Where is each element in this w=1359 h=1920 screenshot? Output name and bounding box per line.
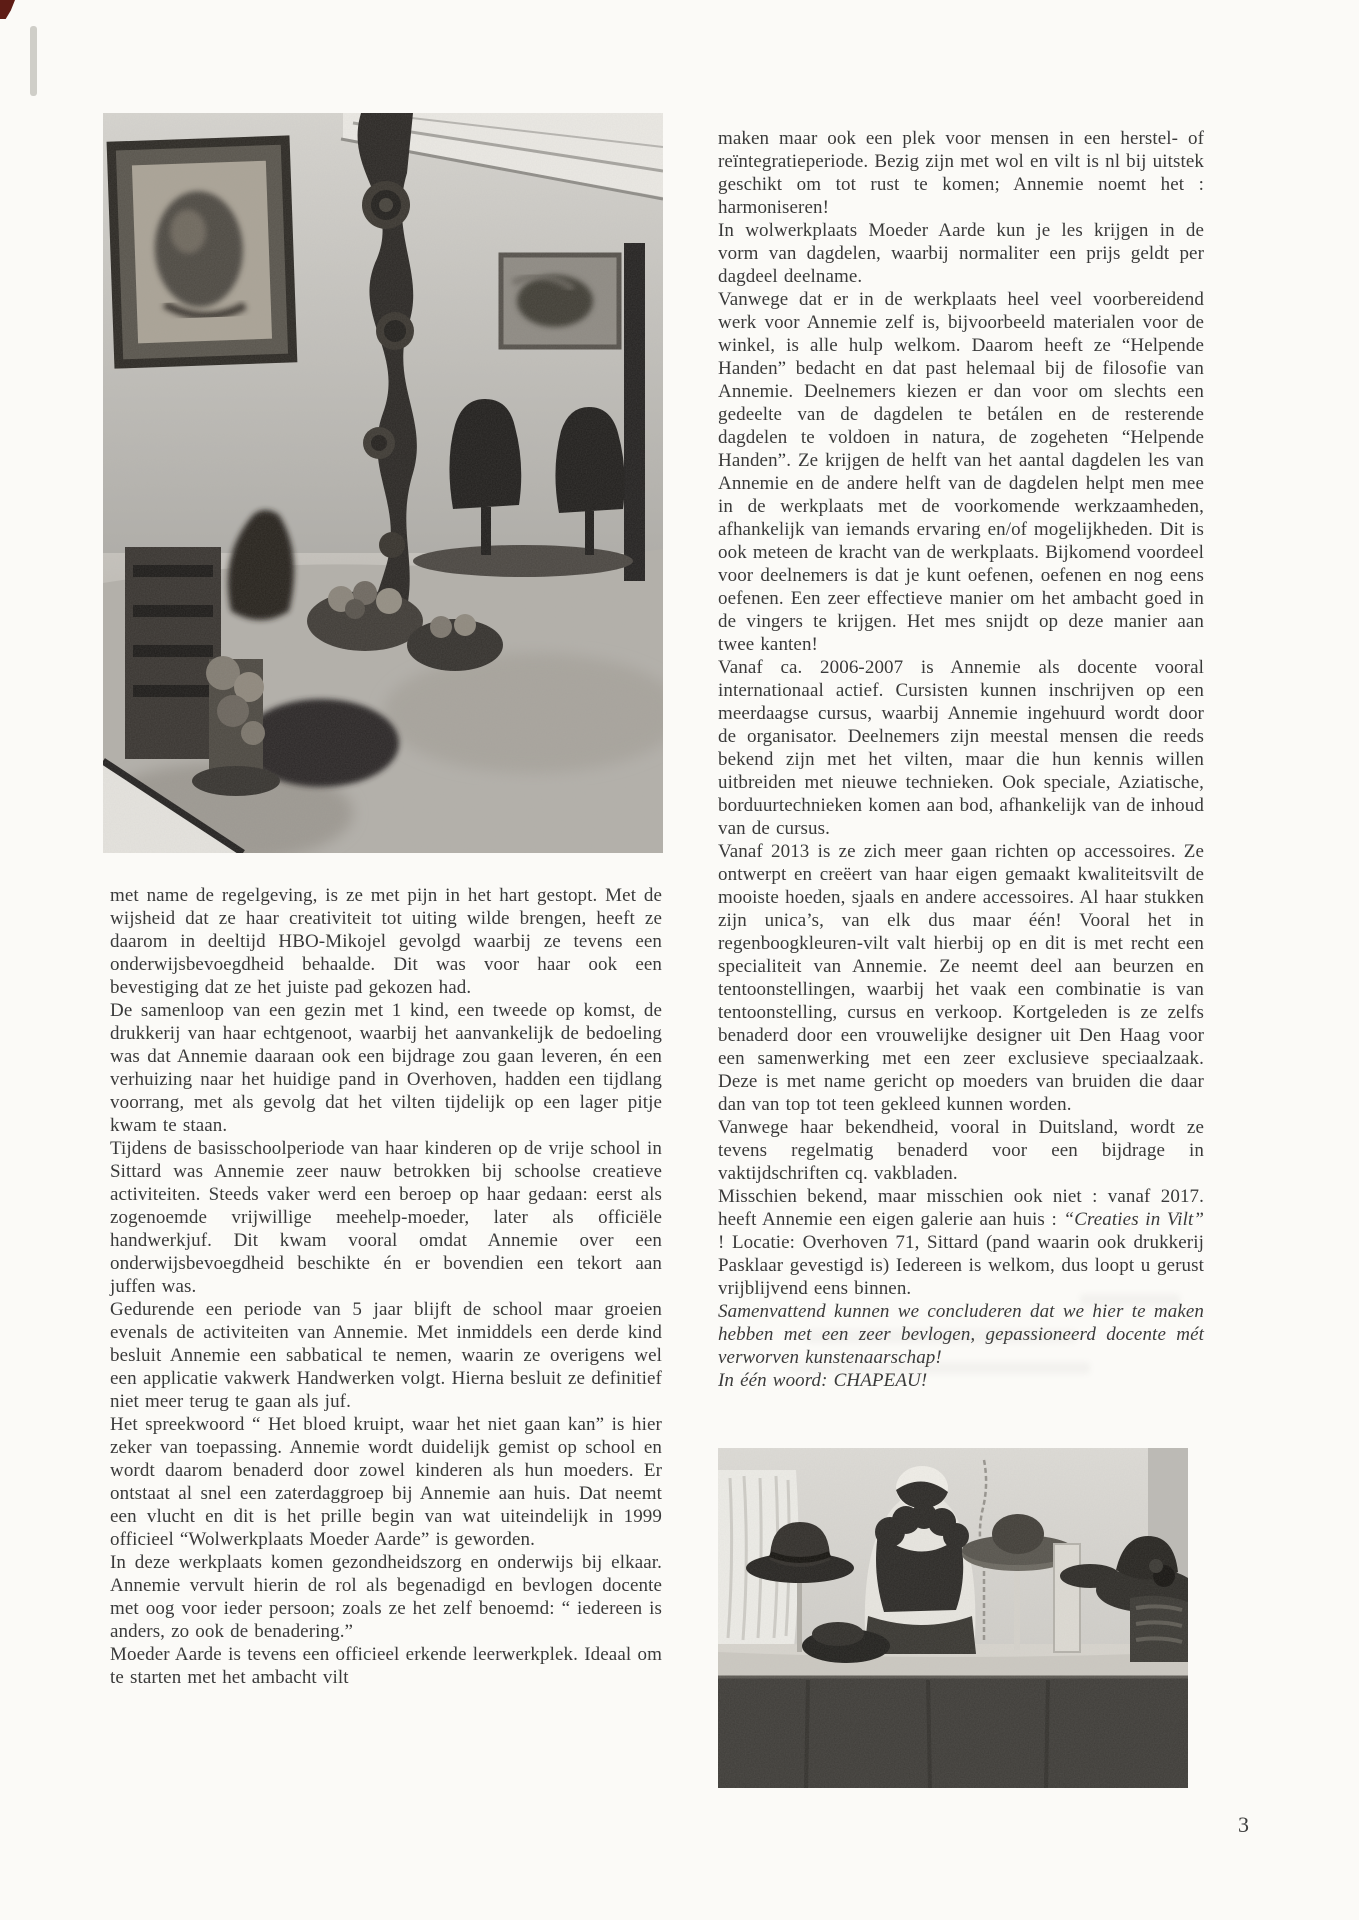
paragraph bbox=[110, 1551, 662, 1643]
page-number: 3 bbox=[1238, 1812, 1249, 1837]
text-segment: Vanwege dat er in de werkplaats heel veel voorbereidend werk voor Annemie zelf is, bijvoorbeeld materialen voor de winkel, is alle hulp welkom. Daarom heeft ze “Helpende Handen” bedacht en dat past helemaal bij de filosofie van Annemie. Deelnemers kiezen er dan voor om slechts een gedeelte van de dagdelen te betálen en de resterende dagdelen te voldoen in natura, de zogeheten “Helpende Handen”. Ze krijgen de helft van het aantal dagdelen les van Annemie en de andere helft van de dagdelen helpt men mee in de werkplaats met de voorkomende werkzaamheden, afhankelijk van iemands ervaring en/of mogelijkheden. Dit is ook meteen de kracht van de werkplaats. Bijkomend voordeel voor deelnemers is dat je kunt oefenen, oefenen en nog eens oefenen. Een zeer effectieve manier om het ambacht goed in de vingers te krijgen. Het mes snijdt op deze manier aan twee kanten! bbox=[718, 289, 1204, 655]
text-segment: Misschien bekend, maar misschien ook niet : vanaf 2017. heeft Annemie een eigen galerie aan huis : bbox=[718, 1186, 1204, 1230]
text-segment: Samenvattend kunnen we concluderen dat we hier te maken hebben met een zeer bevlogen, gepassioneerd docente mét verworven kunstenaarschap! bbox=[718, 1301, 1204, 1368]
right-column bbox=[718, 127, 1204, 1392]
scan-edge-artifact bbox=[30, 26, 37, 96]
text-segment: “Creaties in Vilt” bbox=[1063, 1209, 1205, 1230]
text-segment: Vanwege haar bekendheid, vooral in Duitsland, wordt ze tevens regelmatig benaderd voor een bijdrage in vaktijdschriften cq. vakbladen. bbox=[718, 1117, 1204, 1184]
text-segment: In één woord: CHAPEAU! bbox=[718, 1370, 928, 1391]
workshop-photo-illustration bbox=[103, 113, 663, 853]
paragraph bbox=[110, 999, 662, 1137]
text-segment: met name de regelgeving, is ze met pijn in het hart gestopt. Met de wijsheid dat ze haar creativiteit tot uiting wilde brengen, heeft ze daarom in deeltijd HBO-Mikojel gevolgd waarbij ze tevens een onderwijsbevoegdheid behaalde. Dit was voor haar ook een bevestiging dat ze het juiste pad gekozen had. bbox=[110, 885, 662, 998]
paragraph bbox=[718, 656, 1204, 840]
paragraph bbox=[110, 884, 662, 999]
paragraph bbox=[718, 840, 1204, 1116]
text-segment: Vanaf ca. 2006-2007 is Annemie als docente vooral internationaal actief. Cursisten kunnen inschrijven op een meerdaagse cursus, waarbij Annemie ingehuurd wordt door de organisator. Deelnemers zijn meestal mensen die reeds bekend zijn met het vilten, maar die hun kennis willen uitbreiden met nieuwe technieken. Ook speciale, Aziatische, borduurtechnieken komen aan bod, afhankelijk van de inhoud van de cursus. bbox=[718, 657, 1204, 839]
paragraph bbox=[110, 1298, 662, 1413]
paragraph bbox=[718, 1300, 1204, 1369]
paragraph bbox=[718, 127, 1204, 219]
paragraph bbox=[718, 219, 1204, 288]
hats-photo bbox=[718, 1448, 1188, 1788]
text-segment: maken maar ook een plek voor mensen in een herstel- of reïntegratieperiode. Bezig zijn met wol en vilt is nl bij uitstek geschikt om tot rust te komen; Annemie noemt het : harmoniseren! bbox=[718, 128, 1204, 218]
paragraph bbox=[718, 288, 1204, 656]
hats-photo-illustration bbox=[718, 1448, 1188, 1788]
text-segment: Het spreekwoord “ Het bloed kruipt, waar het niet gaan kan” is hier zeker van toepassing. Annemie wordt duidelijk gemist op school en wordt daarom benaderd door zowel kinderen als hun moeders. Er ontstaat al snel een zaterdaggroep bij Annemie aan huis. Dat neemt een vlucht en dit is het prille begin van wat uiteindelijk in 1999 officieel “Wolwerkplaats Moeder Aarde” is geworden. bbox=[110, 1414, 662, 1550]
text-segment: Tijdens de basisschoolperiode van haar kinderen op de vrije school in Sittard was Annemie zeer nauw betrokken bij schoolse creatieve activiteiten. Steeds vaker werd een beroep op haar gedaan: eerst als zogenoemde vrijwillige meehelp-moeder, later als officiële handwerkjuf. Dit kwam vooral omdat Annemie over een onderwijsbevoegdheid beschikte én er bovendien een tekort aan juffen was. bbox=[110, 1138, 662, 1297]
paragraph bbox=[110, 1413, 662, 1551]
paragraph bbox=[110, 1137, 662, 1298]
text-segment: In deze werkplaats komen gezondheidszorg en onderwijs bij elkaar. Annemie vervult hierin de rol als begenadigd en bevlogen docente met oog voor ieder persoon; zoals ze het zelf benoemd: “ iedereen is anders, zo ook de benadering.” bbox=[110, 1552, 662, 1642]
paragraph bbox=[110, 1643, 662, 1689]
text-segment: Gedurende een periode van 5 jaar blijft de school maar groeien evenals de activiteiten van Annemie. Met inmiddels een derde kind besluit Annemie een sabbatical te nemen, waarin ze overigens wel een applicatie vakwerk Handwerken volgt. Hierna besluit ze definitief niet meer terug te gaan als juf. bbox=[110, 1299, 662, 1412]
text-segment: In wolwerkplaats Moeder Aarde kun je les krijgen in de vorm van dagdelen, waarbij normaliter een prijs geldt per dagdeel deelname. bbox=[718, 220, 1204, 287]
scan-corner-artifact bbox=[0, 0, 15, 19]
paragraph bbox=[718, 1116, 1204, 1185]
text-segment: De samenloop van een gezin met 1 kind, een tweede op komst, de drukkerij van haar echtgenoot, waarbij het aanvankelijk de bedoeling was dat Annemie daaraan ook een bijdrage zou gaan leveren, én een verhuizing naar het huidige pand in Overhoven, hadden een tijdlang voorrang, met als gevolg dat het vilten tijdelijk op een lager pitje kwam te staan. bbox=[110, 1000, 662, 1136]
paragraph bbox=[718, 1185, 1204, 1300]
paragraph bbox=[718, 1369, 1204, 1392]
text-segment: Vanaf 2013 is ze zich meer gaan richten op accessoires. Ze ontwerpt en creëert van haar eigen gemaakt kwaliteitsvilt de mooiste hoeden, sjaals en andere accessoires. Al haar stukken zijn unica’s, van elk dus maar één! Vooral het in regenboogkleuren-vilt valt hierbij op en dit is met recht een specialiteit van Annemie. Ze neemt deel aan beurzen en tentoonstellingen, waarbij het vaak een combinatie is van tentoonstelling, cursus en verkoop. Kortgeleden is ze zelfs benaderd door een vrouwelijke designer uit Den Haag voor een samenwerking met een zeer exclusieve speciaalzaak. Deze is met name gericht op moeders van bruiden die daar dan van top tot teen gekleed kunnen worden. bbox=[718, 841, 1204, 1115]
text-segment: Moeder Aarde is tevens een officieel erkende leerwerkplek. Ideaal om te starten met het ambacht vilt bbox=[110, 1644, 662, 1688]
workshop-photo bbox=[103, 113, 663, 853]
left-column bbox=[110, 884, 662, 1689]
text-segment: ! Locatie: Overhoven 71, Sittard (pand waarin ook drukkerij Pasklaar gevestigd is) Iedereen is welkom, dus loopt u gerust vrijblijvend eens binnen. bbox=[718, 1232, 1204, 1299]
